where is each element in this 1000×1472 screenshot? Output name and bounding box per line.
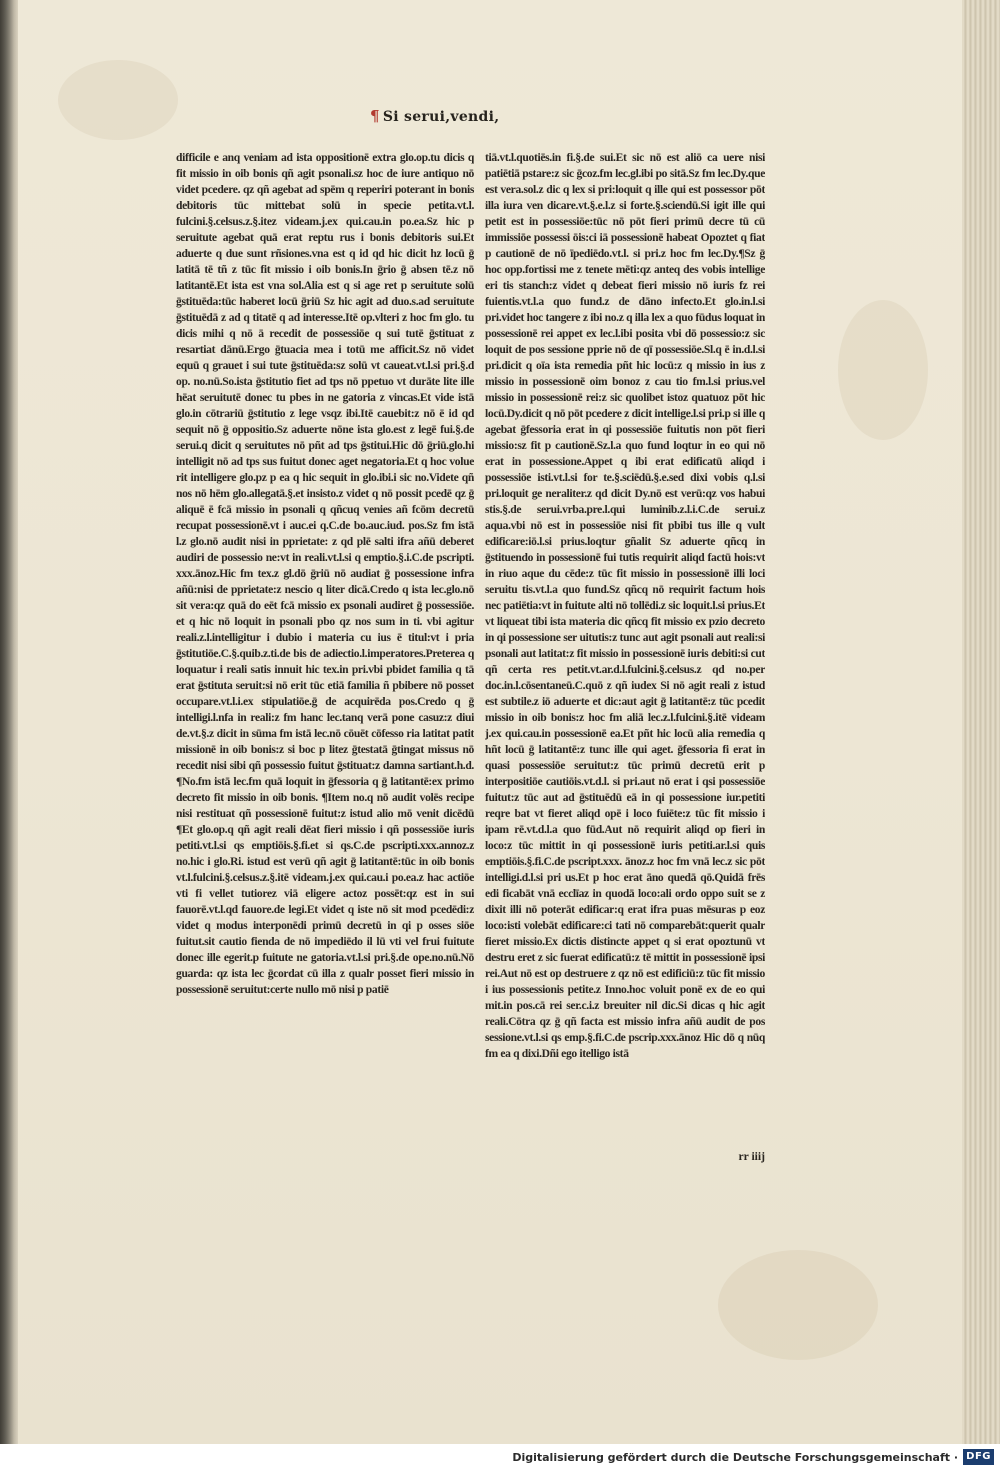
text-column-right: tiā.vt.l.quotiēs.in fi.§.de sui.Et sic nō est aliō ca uere nisi patiētiā pstare:z sic ḡcoz.fm lec.gl.ibi po sitā.Sz fm lec.Dy.que est vera.sol.z dic q lex si pri:loquit q ille qui est possessor pōt illa iura ven dicare.vt.§.e.l.z si forte.§.sciendū.Si igit ille qui petit est in possessiōe:tūc nō pōt fieri primū decre tū cū immissiōe possessi ōis:ci iā possessionē habeat Opoztet q fiat p cautionē de nō īpediēdo.vt.l. si pri.z hoc fm lec.Dy.¶Sz ḡ hoc opp.fortissi me z tenete mēti:qz anteq des vobis intellige eri tis stanch:z videt q debeat fieri missio nō iuris fz rei fuientis.vt.l.a quo fund.z de dāno infecto.Et glo.in.l.si pri.videt hoc tangere z ibi no.z q illa lex a quo fūdus loquat in possessionē rei appet ex lec.l.ibi posita vbi dō possessio:z sic loquit de pos sessione pprie nō de qī possessiōe.Sl.q ē in.d.l.si pri.dicit q oīa ista remedia pñt hic locū:z q missio in ius z missio in possessionē oim bonoz z cau tio fm.l.si prius.vel missio in possessionē rei:z sic quolibet istoz quatuoz pōt hic locū.Dy.dicit q nō pōt pcedere z dicit intellige.l.si pri.p si ille q agebat ḡfessoria erat in qi possessiōe fuitutis non pōt fieri missio:sz fit p cautionē.Sz.l.a quo fund loqtur in eo qui nō erat in possessione.Appet q ibi erat edificatū aliqd i possessiōe isti.vt.l.si for te.§.sciēdū.§.e.sed dixi vobis q.l.si pri.loquit ge neraliter.z qd dicit Dy.nō est verū:qz vos habui stis.§.de serui.vrba.pre.l.qui luminib.z.l.i.C.de serui.z aqua.vbi nō est in possessiōe nisi fit pbibi tus ille q vult edificare:iō.l.si prius.loqtur gñalit Sz aduerte qñcq in ḡstituendo in possessionē fui tutis requirit aliqd factū hois:vt in riuo aque du cēde:z tūc fit missio in possessionē illi loci seruitu tis.vt.l.a quo fund.Sz qñcq nō requirit factum hois nec patiētia:vt in fuitute alti nō tollēdi.z sic loquit.l.si prius.Et vt liqueat tibi ista materia dic qñcq fit missio ex pzio decreto in qi possessione ser uitutis:z tunc aut agit psonali aut reali:si psonali aut latitat:z fit missio in possessionē iuris debiti:si cut qñ certa res petit.vt.ar.d.l.fulcini.§.celsus.z qd no.per doc.in.l.cōsentaneū.C.quō z qñ iudex Si nō agit reali z istud est subtile.z iō aduerte et dic:aut agit ḡ latitantē:z tūc pcedit missio in oib bonis:z hoc fm aliā lec.z.l.fulcini.§.itē videam j.ex qui.cau.in possessionē ea.Et pñt hic locū alia remedia q hñt locū ḡ latitantē:z tunc ille qui aget. ḡfessoria fi erat in quasi possessiōe seruitut:z tūc primū decretū erit p interpositiōe cautiōis.vt.d.l. si pri.aut nō erat i qsi possessiōe fuitut:z tūc aut ad ḡstituēdū eā in qi possessione iur.petiti reqre bat vt fieret aliqd opē i loco fuiēte:z tūc fit missio i ipam rē.vt.d.l.a quo fūd.Aut nō requirit aliqd op fieri in loco:z tūc mittit in qi possessionē iuris petiti.ar.l.si quis emptiōis.§.fi.C.de pscript.xxx. ānoz.z hoc fm vnā lec.z sic pōt intelligi.d.l.si pri us.Et p hoc erat āno quedā qō.Quidā frēs edi ficabāt vnā ecclīaz in quodā loco:ali ordo oppo suit se z dixit illi nō poterāt edificar:q erat ifra puas mēsuras p eoz loco:isti volebāt edificare:ci tati nō comparebāt:querit qualr fieret missio.Ex dictis distincte appet q si erat opoztunū vt destru eret z sic fuerat edificatū:z tē mittit in possessionē ipsi rei.Aut nō est op destruere z qz nō est edificiū:z tūc fit missio i ius possessionis petite.z Inno.hoc voluit ponē ex de eo qui mit.in pos.cā rei ser.c.i.z breuiter nil dic.Si dicas q hic agit reali.Cōtra qz ḡ qñ facta est missio infra añū audit de pos sessione.vt.l.si qs emp.§.fi.C.de pscrip.xxx.ānoz Hic dō q nūq fm ea q dixi.Dñi ego itelligo istā: [485, 151, 765, 1060]
paragraph-mark: ¶: [370, 107, 380, 125]
page-fore-edge: [962, 0, 1000, 1444]
paper-stain: [838, 300, 928, 440]
signature-mark: rr iiij: [738, 1150, 765, 1163]
header-title: Si serui,vendi,: [382, 109, 500, 125]
paper-stain: [718, 1250, 878, 1360]
text-column-left: difficile e anq veniam ad ista oppositionē extra glo.op.tu dicis q fit missio in oib bonis qñ agit psonali.sz hoc de iure antiquo nō videt pcedere. qz qñ agebat ad spēm q reperiri poterant in bonis debitoris tūc mittebat solū in specie petita.vt.l. fulcini.§.celsus.z.§.itez videam.j.ex qui.cau.in po.ea.Sz hic p seruitute agebat quā erat reptu rus i bonis debitoris sui.Et aduerte q due sunt rñsiones.vna est q id qd hic dicit hz locū ḡ latitā tē tñ z tūc fit missio i oib bonis.In ḡrio ḡ absen tē.z nō latitantē.Et ista est vna sol.Alia est q si age ret p seruitute solū ḡstituēda:tūc haberet locū ḡriū Sz hic agit ad duo.s.ad seruitute ḡstituēdā z ad q titatē q ad interesse.Itē op.vlteri z hoc fm glo. tu dicis mihi q nō ā recedit de possessiōe q sui tutē ḡstituat z resartiat dānū.Ergo ḡtuacia mea i totū me afficit.Sz nō videt equū q grauet i sui tute ḡstituēda:sz solū vt caueat.vt.l.si pri.§.d op. no.nū.So.ista ḡstitutio fiet ad tps nō ppetuo vt durāte lite ille hēat seruitutē donec tu pbes in ne gatoria z vincas.Et vide istā glo.in cōtrariū ḡstitutio z lege vsqz ibi.Itē cauebit:z nō ē id qd sequit nō ḡ oppositio.Sz aduerte nōne ista glo.est z legē fui.§.de serui.q dicit q seruitutes nō pñt ad tps ḡstitui.Hic dō ḡriū.glo.hi intelligit nō ad tps sus fuitut donec aget negatoria.Et q hoc volue rit intelligere glo.pz p ea q hic sequit in glo.ibi.i sic no.Videte qñ nos nō hēm glo.allegatā.§.et insisto.z videt q nō possit pcedē qz ḡ aliquē ē fcā missio in psonali q qñcuq venies añ fcōm decretū recupat possessionē.vt i auc.ei q.C.de bo.auc.iud. pos.Sz fm istā l.z glo.nō audit nisi in pprietate: z qd plē salti ifra añū deberet audiri de possessio ne:vt in reali.vt.l.si q emptio.§.i.C.de pscripti. xxx.ānoz.Hic fm tex.z gl.dō ḡriū nō audiat ḡ possessione infra añū:nisi de pprietate:z nescio q liter dicā.Credo q ista lec.glo.nō sit vera:qz quā do eēt fcā missio ex psonali audiret ḡ possessiōe. et q hic nō loquit in psonali pbo qz nos sum in ti. vbi agitur reali.z.l.intelligitur i dubio i materia cu ius ē titul:vt i pria ḡstitutiōe.C.§.quib.z.ti.de bis de adiectio.l.imperatores.Preterea q loquatur i reali satis innuit hic tex.in pri.vbi pbidet familia q tā erat ḡstituta seruit:si nō erit tūc etiā familia ñ pbibere nō posset occupare.vt.l.i.ex stipulatiōe.ḡ de acquirēda pos.Credo q ḡ intelligi.l.nfa in reali:z fm hanc lec.tanq verā pone casuz:z diui de.vt.§.z dicit in sūma fm istā lec.nō cōuēt cōfesso ria latitat patit missionē in oib bonis:z si boc p litez ḡtestatā ḡtingat missus nō recedit nisi sibi qñ possessio fuitut ḡstituat:z damna sartiant.h.d. ¶No.fm istā lec.fm quā loquit in ḡfessoria q ḡ latitantē:ex primo decreto fit missio in oib bonis. ¶Item no.q nō audit volēs recipe nisi restituat qñ possessionē fuitut:z istud alio mō venit dicēdū ¶Et glo.op.q qñ agit reali dēat fieri missio i qñ possessiōe iuris petiti.vt.l.si qs emptiōis.§.fi.et si qs.C.de pscripti.xxx.annoz.z no.hic i glo.Ri. istud est verū qñ agit ḡ latitantē:tūc in oib bonis vt.l.fulcini.§.celsus.z.§.itē videam.j.ex qui.cau.i po.ea.z hac actiōe vti fi vellet tutiorez viā eligere actoz possēt:qz est in sui fauorē.vt.l.qd fauore.de legi.Et videt q iste nō sit mod pcedēdi:z videt q modus interponēdi primū decretū in qi p osses siōe fuitut.sit cautio fienda de nō impediēdo il lū vti vel frui fuitute donec ille egerit.p fuitute ne gatoria.vt.l.si pri.§.de ope.no.nū.Nō guarda: qz ista lec ḡcordat cū illa z qualr posset fieri missio in possessionē seruitut:certe nullo mō nisi p patiē: [176, 151, 474, 996]
dfg-logo: DFG: [963, 1449, 994, 1465]
paper-stain: [58, 60, 178, 140]
gutter-shadow: [0, 0, 18, 1444]
running-header: [370, 107, 610, 133]
digitization-credit: Digitalisierung gefördert durch die Deutsche Forschungsgemeinschaft ·: [512, 1451, 958, 1464]
